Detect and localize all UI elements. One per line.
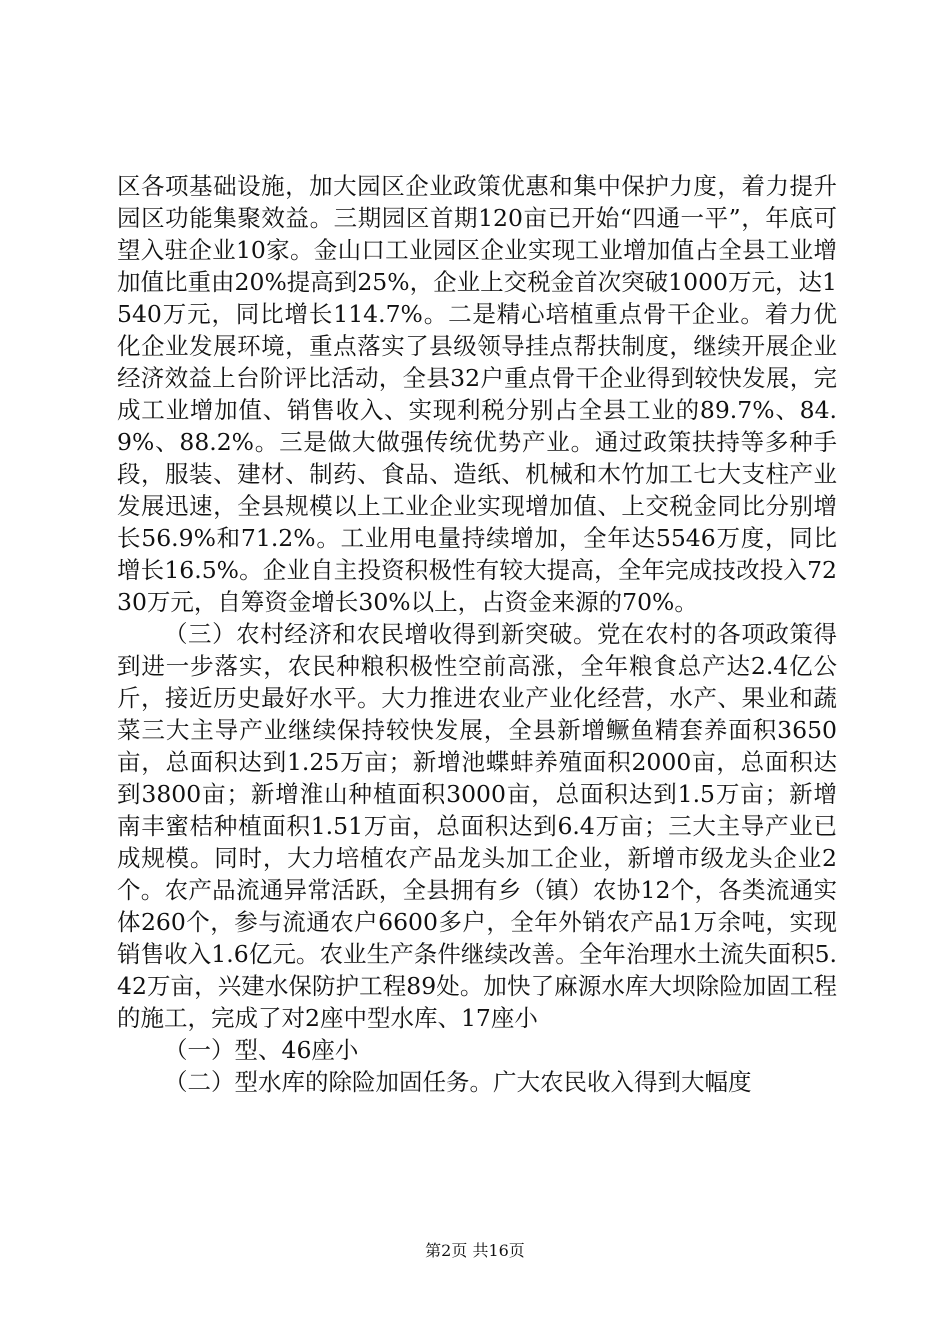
- page-number-footer: 第2页 共16页: [425, 1241, 525, 1260]
- paragraph-industry-parks: 区各项基础设施，加大园区企业政策优惠和集中保护力度，着力提升园区功能集聚效益。三期园区首期120亩已开始“四通一平”，年底可望入驻企业10家。金山口工业园区企业实现工业增加值占全县工业增加值比重由20%提高到25%，企业上交税金首次突破1000万元，达1540万元，同比增长114.7%。二是精心培植重点骨干企业。着力优化企业发展环境，重点落实了县级领导挂点帮扶制度，继续开展企业经济效益上台阶评比活动，全县32户重点骨干企业得到较快发展，完成工业增加值、销售收入、实现利税分别占全县工业的89.7%、84.9%、88.2%。三是做大做强传统优势产业。通过政策扶持等多种手段，服装、建材、制药、食品、造纸、机械和木竹加工七大支柱产业发展迅速，全县规模以上工业企业实现增加值、上交税金同比分别增长56.9%和71.2%。工业用电量持续增加，全年达5546万度，同比增长16.5%。企业自主投资积极性有较大提高，全年完成技改投入7230万元，自筹资金增长30%以上，占资金来源的70%。: [117, 172, 837, 616]
- document-body: [117, 170, 837, 1098]
- paragraph-list-item-two: （二）型水库的除险加固任务。广大农民收入得到大幅度: [164, 1068, 752, 1096]
- paragraph-list-item-one: （一）型、46座小: [164, 1036, 359, 1064]
- paragraph-rural-economy: （三）农村经济和农民增收得到新突破。党在农村的各项政策得到进一步落实，农民种粮积极性空前高涨，全年粮食总产达2.4亿公斤，接近历史最好水平。大力推进农业产业化经营，水产、果业和蔬菜三大主导产业继续保持较快发展，全县新增鳜鱼精套养面积3650亩，总面积达到1.25万亩；新增池蝶蚌养殖面积2000亩，总面积达到3800亩；新增淮山种植面积3000亩，总面积达到1.5万亩；新增南丰蜜桔种植面积1.51万亩，总面积达到6.4万亩；三大主导产业已成规模。同时，大力培植农产品龙头加工企业，新增市级龙头企业2个。农产品流通异常活跃，全县拥有乡（镇）农协12个，各类流通实体260个，参与流通农户6600多户，全年外销农产品1万余吨，实现销售收入1.6亿元。农业生产条件继续改善。全年治理水土流失面积5.42万亩，兴建水保防护工程89处。加快了麻源水库大坝除险加固工程的施工，完成了对2座中型水库、17座小: [117, 620, 837, 1032]
